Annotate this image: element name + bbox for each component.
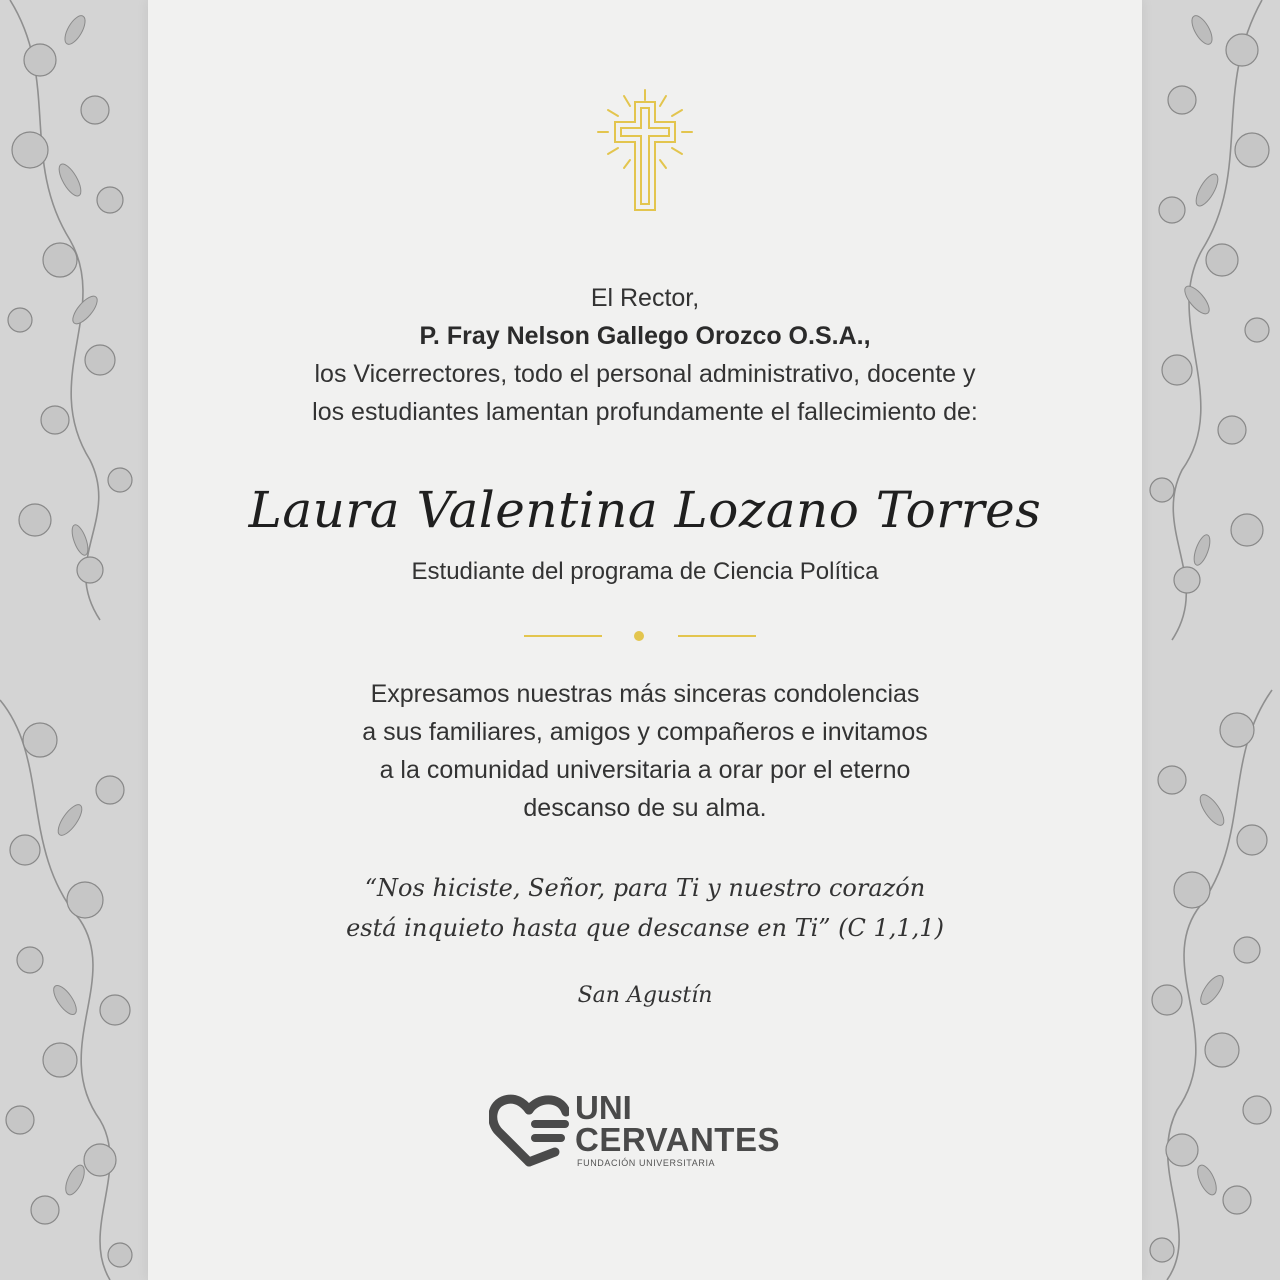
floral-pattern-icon <box>1142 0 1280 1280</box>
gold-divider <box>524 627 756 645</box>
divider-line-right <box>678 635 756 637</box>
condolence-line: a la comunidad universitaria a orar por el eterno <box>379 756 911 784</box>
cross-icon <box>592 88 698 218</box>
program-text: Estudiante del programa de Ciencia Política <box>411 558 879 585</box>
condolence-text <box>148 675 1142 827</box>
rector-name: P. Fray Nelson Gallego Orozco O.S.A., <box>419 322 871 350</box>
heart-logo-icon <box>489 1090 569 1170</box>
logo-text-line2: CERVANTES <box>575 1121 780 1158</box>
condolence-panel <box>148 0 1142 1280</box>
quote-line: está inquieto hasta que descanse en Ti” (C 1,1,1) <box>346 914 944 942</box>
logo-text-line1: UNI <box>575 1089 632 1126</box>
floral-border-right <box>1142 0 1280 1280</box>
unicervantes-logo <box>489 1090 799 1170</box>
floral-border-left <box>0 0 148 1280</box>
floral-pattern-icon <box>0 0 148 1280</box>
divider-dot-icon <box>634 631 644 641</box>
condolence-line: a sus familiares, amigos y compañeros e invitamos <box>362 718 928 746</box>
quote-author: San Agustín <box>577 983 713 1008</box>
condolence-line: descanso de su alma. <box>523 794 767 822</box>
condolence-line: Expresamos nuestras más sinceras condolencias <box>370 680 920 708</box>
intro-line: los estudiantes lamentan profundamente el fallecimiento de: <box>312 398 978 426</box>
logo-tagline: FUNDACIÓN UNIVERSITARIA <box>577 1158 716 1168</box>
intro-line: los Vicerrectores, todo el personal administrativo, docente y <box>314 360 976 388</box>
intro-line: El Rector, <box>590 284 700 312</box>
quote <box>148 868 1142 948</box>
intro-text <box>148 279 1142 431</box>
divider-line-left <box>524 635 602 637</box>
quote-line: “Nos hiciste, Señor, para Ti y nuestro corazón <box>364 874 926 902</box>
deceased-name: Laura Valentina Lozano Torres <box>248 481 1042 539</box>
